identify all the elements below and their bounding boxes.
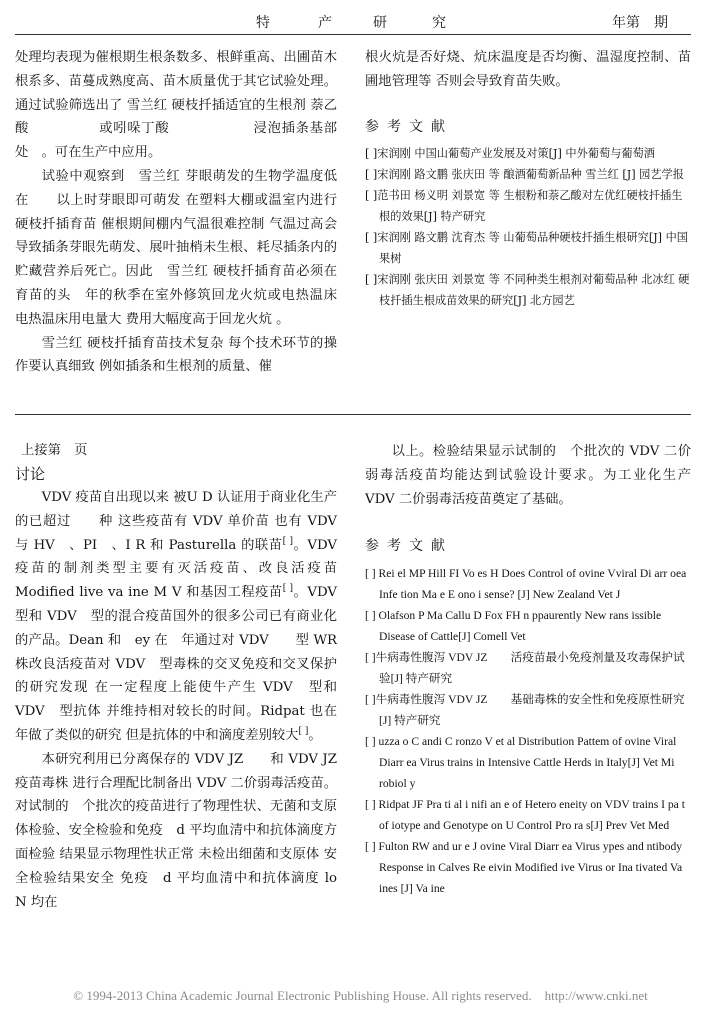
reference-item: [ ]牛病毒性腹泻 VDV JZ 基础毒株的安全性和免疫原性研究[J] 特产研究 [365,693,685,728]
top-left-column [15,46,377,379]
reference-item: [ ] Olafson P Ma Callu D Fox FH n ppaurently New rans issible Disease of Cattle[J] Comell Vet [365,609,662,644]
body-paragraph: 以上。检验结果显示试制的 个批次的 VDV 二价弱毒活疫苗均能达到试验设计要求。为工业化生产 VDV 二价弱毒活疫苗奠定了基础。 [365,444,691,507]
copyright-footer: © 1994-2013 China Academic Journal Electronic Publishing House. All rights reserved. http://www.cnki.net [73,988,648,1003]
running-header [0,12,721,32]
text-run: 。VDV 疫苗的制剂类型主要有灭活疫苗、改良活疫苗 Modified live va ine M V 和基因工程疫苗 [15,537,338,601]
body-paragraph: 本研究利用已分离保存的 VDV JZ 和 VDV JZ 疫苗毒株 进行合理配比制备出 VDV 二价弱毒活疫苗。对试制的 个批次的疫苗进行了物理性状、无菌和支原体检验、安全检验和免疫 d 平均血清中和抗体滴度方面检验 结果显示物理性状正常 未检出细菌和支原体 安全检验结果安全 免疫 d 平均血清中和抗体滴度 lo N 均在 [15,751,364,910]
reference-list [365,143,691,311]
references-title: 参考文献 [365,118,453,135]
citation: [ ] [298,726,309,737]
body-paragraph: 处理均表现为催根期生根条数多、根鲜重高、出圃苗木根系多、苗蔓成熟度高、苗木质量优于其它试验处理。通过试验筛选出了 雪兰红 硬枝扦插适宜的生根剂 萘乙酸 或吲哚丁酸 浸泡插条基部 处 。可在生产中应用。 [15,50,377,161]
bottom-right-column [365,440,691,899]
reference-item: [ ]牛病毒性腹泻 VDV JZ 活疫苗最小免疫剂量及攻毒保护试验[J] 特产研究 [365,651,685,686]
journal-char: 究 [432,15,446,31]
reference-list [365,563,691,899]
bottom-left-column [15,440,364,914]
continued-note: 上接第 页 [21,443,88,458]
journal-char: 产 [318,15,332,31]
reference-item: [ ] Fulton RW and ur e J ovine Viral Diarr ea Virus ypes and ntibody Response in Calves Re eivin Modified ive Virus or Ina tivated Va ines [J] Va ine [365,840,683,896]
issue-label: 年第 期 [612,15,668,31]
body-paragraph: 雪兰红 硬枝扦插育苗技术复杂 每个技术环节的操作要认真细致 例如插条和生根剂的质量、催 [15,335,337,375]
article-separator [15,414,691,415]
reference-item: [ ] uzza o C andi C ronzo V et al Distribution Pattem of ovine Viral Diarr ea Virus trains in Intensive Cattle Herds in Italy[J] Vet Mi robiol y [365,735,677,791]
header-rule [15,34,691,35]
journal-char: 特 [256,15,270,31]
journal-char: 研 [373,15,387,31]
citation: [ ] [282,536,294,547]
reference-item: [ ] Ridpat JF Pra ti al i nifi an e of Hetero eneity on VDV trains I pa t of iotype and Genotype on U Control Pro ra s[J] Prev Vet Med [365,798,685,833]
reference-item: [ ]宋润刚 路文鹏 张庆田 等 酿酒葡萄新品种 雪兰红 [J] 园艺学报 [365,168,684,182]
body-paragraph [15,486,351,748]
top-right-column [365,46,691,311]
reference-item: [ ]宋润刚 张庆田 刘景宽 等 不同种类生根剂对葡萄品种 北冰红 硬枝扦插生根成苗效果的研究[J] 北方园艺 [365,273,690,308]
body-paragraph: 根火炕是否好烧、炕床温度是否均衡、温湿度控制、苗圃地管理等 否则会导致育苗失败。 [365,50,691,89]
section-heading: 讨论 [15,465,46,483]
text-run: 。VDV 型和 VDV 型的混合疫苗国外的很多公司已有商业化的产品。Dean 和 ey 在 年通过对 VDV 型 WR 株改良活疫苗对 VDV 型毒株的交叉免疫和交叉保护的研究发现 在一定程度上能使牛产生 VDV 型和 VDV 型抗体 并维持相对较长的时间。Ridpat 也在 年做了类似的研究 但是抗体的中和滴度差别较大 [15,585,351,743]
references-title: 参考文献 [365,538,453,555]
citation: [ ] [282,583,294,594]
text-run: 。 [308,727,322,743]
reference-item: [ ]范书田 杨义明 刘景宽 等 生根粉和萘乙酸对左优红硬枝扦插生根的效果[J] 特产研究 [365,189,683,224]
reference-item: [ ]宋润刚 中国山葡萄产业发展及对策[J] 中外葡萄与葡萄酒 [365,147,655,161]
body-paragraph: 试验中观察到 雪兰红 芽眼萌发的生物学温度低 在 以上时芽眼即可萌发 在塑料大棚或温室内进行硬枝扦插育苗 催根期间棚内气温很难控制 气温过高会导致插条芽眼先萌发、展叶抽梢未生根、耗尽插条内的贮藏营养后死亡。因此 雪兰红 硬枝扦插育苗必须在育苗的头 年的秋季在室外修筑回龙火炕或电热温床 电热温床用电量大 费用大幅度高于回龙火炕 。 [15,168,337,327]
text-run: VDV 疫苗自出现以来 被U D 认证用于商业化生产的已超过 种 这些疫苗有 VDV 单价苗 也有 VDV 与 HV 、PI 、I R 和 Pasturella 的联苗 [15,490,337,553]
reference-item: [ ]宋润刚 路文鹏 沈育杰 等 山葡萄品种硬枝扦插生根研究[J] 中国果树 [365,231,688,266]
reference-item: [ ] Rei el MP Hill FI Vo es H Does Control of ovine Vviral Di arr oea Infe tion Ma e E ono i sense? [J] New Zealand Vet J [365,567,687,602]
